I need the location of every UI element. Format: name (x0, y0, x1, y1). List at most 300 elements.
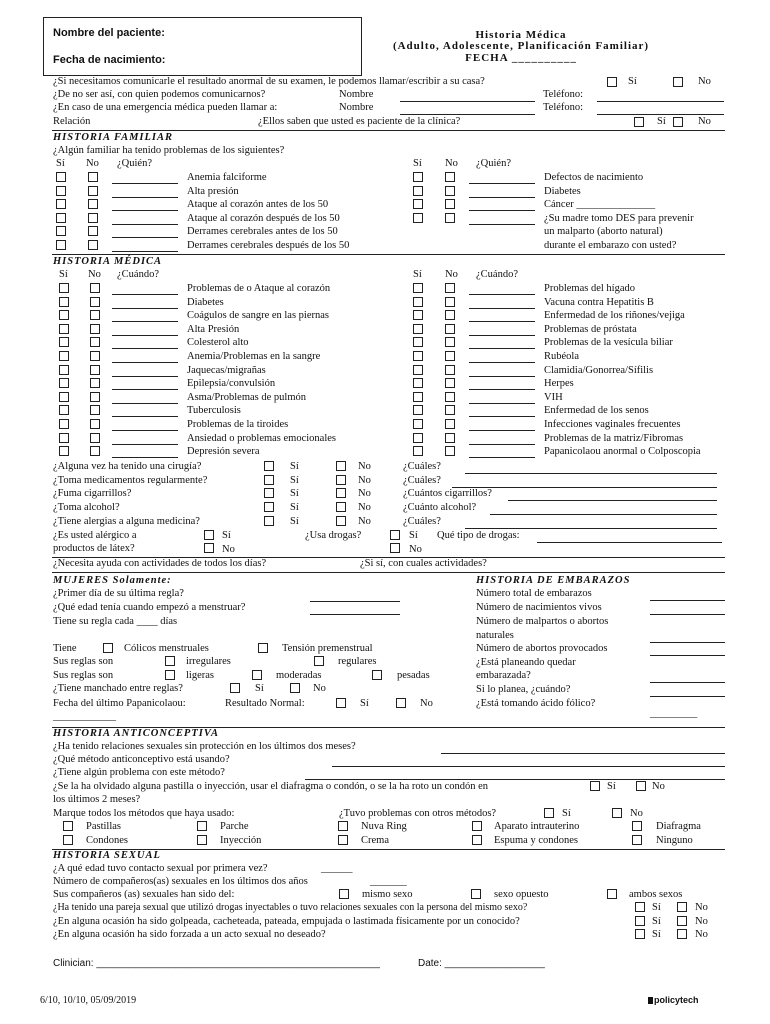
allergy-which-field[interactable] (465, 528, 717, 529)
family-no-checkbox[interactable] (88, 199, 98, 209)
medical-when-field[interactable] (112, 403, 178, 404)
help-question: ¿Necesita ayuda con actividades de todos los días? (53, 558, 267, 569)
family-who-field[interactable] (469, 224, 535, 225)
current-method-field[interactable] (332, 766, 725, 767)
yes-label: Sí (628, 76, 637, 87)
medical-when-field[interactable] (112, 362, 178, 363)
medical-condition-label: Problemas de la vesícula biliar (544, 337, 673, 349)
pap-date-blank[interactable]: ____________ (53, 711, 116, 722)
first-period-age-field[interactable] (310, 614, 400, 615)
pregnancy-question: Número total de embarazos (476, 588, 592, 599)
divider (52, 254, 725, 255)
medical-yes-checkbox[interactable] (59, 365, 69, 375)
light-checkbox[interactable] (165, 670, 175, 680)
medical-when-field[interactable] (469, 294, 535, 295)
alcohol-yes-checkbox[interactable] (264, 502, 274, 512)
medical-yes-checkbox[interactable] (413, 324, 423, 334)
medical-question-alcohol: ¿Toma alcohol? (53, 502, 120, 514)
relacion-label: Relación (53, 116, 91, 127)
medical-condition-label: Problemas de la tiroides (187, 419, 289, 430)
missed-method-no-checkbox[interactable] (636, 781, 646, 791)
how-many-cig-label: ¿Cuántos cigarrillos? (403, 488, 492, 499)
regular-checkbox[interactable] (314, 656, 324, 666)
medical-yes-checkbox[interactable] (413, 446, 423, 456)
medical-yes-checkbox[interactable] (59, 283, 69, 293)
medical-condition-label: Tuberculosis (187, 405, 241, 417)
family-who-field[interactable] (469, 210, 535, 211)
tiene-label: Tiene (53, 643, 77, 654)
family-no-checkbox[interactable] (88, 226, 98, 236)
medical-condition-label: Coágulos de sangre en las piernas (187, 310, 330, 322)
family-condition-label: un malparto (aborto natural) (544, 226, 663, 238)
medical-no-checkbox[interactable] (445, 365, 455, 375)
moderate-label: moderadas (276, 670, 322, 681)
alt-contact-name-field[interactable] (400, 101, 535, 102)
method-problem-question: ¿Tiene algún problema con este método? (53, 767, 225, 778)
medical-yes-checkbox[interactable] (59, 297, 69, 307)
medical-question-surgery: ¿Alguna vez ha tenido una cirugía? (53, 461, 202, 472)
which-label: ¿Cuáles? (403, 475, 441, 486)
yes-label: Sí (409, 530, 418, 541)
pregnancy-answer-field[interactable] (650, 696, 725, 697)
latex-no-checkbox[interactable] (204, 543, 214, 553)
family-history-title: HISTORIA FAMILIAR (53, 132, 174, 143)
no-label: No (222, 544, 235, 555)
method-checkbox[interactable] (338, 835, 348, 845)
who-header: ¿Quién? (476, 158, 511, 169)
medical-no-checkbox[interactable] (90, 365, 100, 375)
alcohol-amount-field[interactable] (490, 514, 717, 515)
forced-sex-question: ¿En alguna ocasión ha sido forzada a un acto sexual no deseado? (53, 929, 326, 940)
partners-count-blank[interactable]: _______ (370, 876, 407, 887)
pregnancy-history-title: HISTORIA DE EMBARAZOS (476, 575, 631, 586)
medical-condition-label: Herpes (544, 378, 574, 390)
meds-no-checkbox[interactable] (336, 475, 346, 485)
medical-condition-label: Diabetes (187, 296, 224, 308)
family-yes-checkbox[interactable] (56, 186, 66, 196)
spotting-no-checkbox[interactable] (290, 683, 300, 693)
no-label: No (358, 474, 371, 486)
pregnancy-question: ¿Está planeando quedar (476, 657, 576, 668)
other-method-no-checkbox[interactable] (612, 808, 622, 818)
yes-label: Sí (290, 461, 299, 472)
family-who-field[interactable] (112, 183, 178, 184)
medical-yes-checkbox[interactable] (59, 419, 69, 429)
medical-when-field[interactable] (112, 308, 178, 309)
family-condition-label: Alta presión (187, 185, 239, 197)
cramps-checkbox[interactable] (103, 643, 113, 653)
method-checkbox[interactable] (472, 821, 482, 831)
both-sexes-checkbox[interactable] (607, 889, 617, 899)
medical-no-checkbox[interactable] (445, 392, 455, 402)
other-method-problems-question: ¿Tuvo problemas con otros métodos? (339, 808, 497, 819)
pregnancy-question: Número de abortos provocados (476, 643, 608, 654)
medical-when-field[interactable] (112, 294, 178, 295)
medical-condition-label: Colesterol alto (187, 337, 249, 349)
medical-no-checkbox[interactable] (445, 446, 455, 456)
method-checkbox[interactable] (197, 821, 207, 831)
medical-no-checkbox[interactable] (445, 337, 455, 347)
pregnancy-question: naturales (476, 630, 514, 641)
medical-no-checkbox[interactable] (445, 405, 455, 415)
medical-no-checkbox[interactable] (90, 378, 100, 388)
cig-count-field[interactable] (508, 500, 717, 501)
family-history-question: ¿Algún familiar ha tenido problemas de los siguientes? (53, 145, 285, 156)
sexual-q6-no-checkbox[interactable] (677, 929, 687, 939)
medical-when-field[interactable] (469, 376, 535, 377)
family-yes-checkbox[interactable] (413, 199, 423, 209)
medical-yes-checkbox[interactable] (413, 419, 423, 429)
medical-condition-label: Alta Presión (187, 323, 240, 335)
family-who-field[interactable] (469, 183, 535, 184)
family-condition-label: Derrames cerebrales antes de los 50 (187, 226, 338, 238)
family-yes-checkbox[interactable] (56, 172, 66, 182)
medical-condition-label: Enfermedad de los riñones/vejiga (544, 310, 685, 322)
drugs-no-checkbox[interactable] (390, 543, 400, 553)
medical-yes-checkbox[interactable] (59, 310, 69, 320)
medical-when-field[interactable] (112, 376, 178, 377)
when-header: ¿Cuándo? (476, 269, 518, 280)
sexual-q4-no-checkbox[interactable] (677, 902, 687, 912)
method-checkbox[interactable] (197, 835, 207, 845)
yes-label: Sí (657, 116, 666, 127)
medical-yes-checkbox[interactable] (59, 337, 69, 347)
no-label: No (358, 461, 371, 472)
drugs-yes-checkbox[interactable] (390, 530, 400, 540)
first-sex-age-blank[interactable]: ______ (321, 863, 353, 874)
family-yes-checkbox[interactable] (56, 226, 66, 236)
alt-contact-phone-field[interactable] (597, 101, 724, 102)
meds-yes-checkbox[interactable] (264, 475, 274, 485)
folic-acid-blank[interactable]: _________ (650, 708, 698, 719)
patient-info-box (43, 17, 362, 76)
medical-yes-checkbox[interactable] (413, 365, 423, 375)
family-yes-checkbox[interactable] (56, 240, 66, 250)
medical-yes-checkbox[interactable] (413, 337, 423, 347)
medical-no-checkbox[interactable] (445, 324, 455, 334)
medical-yes-checkbox[interactable] (413, 392, 423, 402)
medical-no-checkbox[interactable] (90, 310, 100, 320)
method-problem-field[interactable] (305, 779, 725, 780)
medical-when-field[interactable] (112, 348, 178, 349)
family-no-checkbox[interactable] (445, 186, 455, 196)
method-checkbox[interactable] (338, 821, 348, 831)
medical-when-field[interactable] (469, 389, 535, 390)
family-who-field[interactable] (112, 210, 178, 211)
medical-condition-label: Jaquecas/migrañas (187, 364, 266, 376)
medical-when-field[interactable] (469, 335, 535, 336)
medical-yes-checkbox[interactable] (59, 378, 69, 388)
sexual-q4-yes-checkbox[interactable] (635, 902, 645, 912)
family-condition-label: Anemia falciforme (187, 172, 267, 183)
sexual-history-title: HISTORIA SEXUAL (53, 850, 161, 861)
no-label: No (358, 488, 371, 500)
medical-yes-checkbox[interactable] (59, 351, 69, 361)
contact-question-1: ¿Si necesitamos comunicarle el resultado anormal de su examen, le podemos llamar/escribir a su casa? (53, 76, 485, 87)
light-label: ligeras (186, 670, 214, 681)
medical-condition-label: Asma/Problemas de pulmón (187, 391, 306, 403)
method-checkbox[interactable] (472, 835, 482, 845)
medical-when-field[interactable] (112, 335, 178, 336)
smoke-yes-checkbox[interactable] (264, 488, 274, 498)
medical-yes-checkbox[interactable] (413, 283, 423, 293)
medical-when-field[interactable] (469, 348, 535, 349)
family-condition-label: Ataque al corazón después de los 50 (187, 212, 340, 224)
pap-normal-yes-checkbox[interactable] (336, 698, 346, 708)
medical-yes-checkbox[interactable] (59, 433, 69, 443)
no-header: No (86, 158, 99, 169)
contact-q1-yes-checkbox[interactable] (607, 77, 617, 87)
family-who-field[interactable] (112, 251, 178, 252)
contact-question-3: ¿En caso de una emergencia médica pueden llamar a: (53, 102, 278, 113)
pregnancy-question: Si lo planea, ¿cuándo? (476, 684, 571, 695)
method-label: Pastillas (86, 821, 122, 832)
method-label: Ninguno (656, 834, 693, 846)
family-who-field[interactable] (112, 224, 178, 225)
last-pap-label: Fecha del último Papanicolaou: (53, 698, 186, 709)
heavy-checkbox[interactable] (372, 670, 382, 680)
smoke-no-checkbox[interactable] (336, 488, 346, 498)
method-label: Crema (361, 834, 389, 846)
medical-no-checkbox[interactable] (90, 433, 100, 443)
family-no-checkbox[interactable] (88, 240, 98, 250)
family-who-field[interactable] (112, 197, 178, 198)
signature-date-field[interactable]: Date: __________________ (418, 958, 545, 969)
family-who-field[interactable] (469, 197, 535, 198)
contact-q4-yes-checkbox[interactable] (634, 117, 644, 127)
date-label: FECHA __________ (465, 52, 577, 64)
family-no-checkbox[interactable] (88, 213, 98, 223)
medical-no-checkbox[interactable] (445, 351, 455, 361)
emergency-phone-field[interactable] (597, 114, 724, 115)
surgery-which-field[interactable] (465, 473, 717, 474)
family-no-checkbox[interactable] (445, 213, 455, 223)
medical-no-checkbox[interactable] (90, 446, 100, 456)
missed-method-question-cont: los últimos 2 meses? (53, 794, 141, 805)
no-header: No (445, 158, 458, 169)
no-label: No (695, 916, 708, 927)
method-checkbox[interactable] (632, 821, 642, 831)
missed-method-question: ¿Se la ha olvidado alguna pastilla o inyección, usar el diafragma o condón, o se la ha roto un condón en (53, 781, 489, 792)
pms-checkbox[interactable] (258, 643, 268, 653)
yes-label: Sí (652, 916, 661, 927)
same-sex-checkbox[interactable] (339, 889, 349, 899)
family-who-field[interactable] (112, 237, 178, 238)
method-checkbox[interactable] (63, 835, 73, 845)
medical-condition-label: Infecciones vaginales frecuentes (544, 419, 681, 430)
medical-no-checkbox[interactable] (90, 392, 100, 402)
family-yes-checkbox[interactable] (56, 199, 66, 209)
medical-when-field[interactable] (112, 430, 178, 431)
medical-yes-checkbox[interactable] (413, 310, 423, 320)
medical-no-checkbox[interactable] (445, 310, 455, 320)
medical-question-meds: ¿Toma medicamentos regularmente? (53, 474, 208, 486)
medical-history-title: HISTORIA MÉDICA (53, 256, 163, 267)
medical-no-checkbox[interactable] (90, 283, 100, 293)
family-no-checkbox[interactable] (445, 199, 455, 209)
both-sexes-label: ambos sexos (629, 889, 683, 900)
medical-no-checkbox[interactable] (90, 419, 100, 429)
pregnancy-answer-field[interactable] (650, 614, 725, 615)
family-no-checkbox[interactable] (88, 172, 98, 182)
medical-no-checkbox[interactable] (90, 324, 100, 334)
allergy-no-checkbox[interactable] (336, 516, 346, 526)
regular-label: regulares (338, 656, 377, 667)
telefono-label: Teléfono: (543, 89, 584, 100)
allergy-yes-checkbox[interactable] (264, 516, 274, 526)
pregnancy-answer-field[interactable] (650, 600, 725, 601)
medical-no-checkbox[interactable] (445, 283, 455, 293)
medical-when-field[interactable] (469, 308, 535, 309)
clinician-signature-field[interactable]: Clinician: ___________________________________________________ (53, 958, 380, 969)
no-header: No (445, 269, 458, 280)
latex-question-line2: productos de látex? (53, 543, 135, 554)
medical-yes-checkbox[interactable] (413, 297, 423, 307)
medical-no-checkbox[interactable] (90, 297, 100, 307)
medical-when-field[interactable] (112, 416, 178, 417)
yes-label: Sí (255, 683, 264, 694)
yes-header: Sí (413, 269, 422, 280)
moderate-checkbox[interactable] (252, 670, 262, 680)
no-label: No (630, 808, 643, 819)
medical-question-allergy: ¿Tiene alergias a alguna medicina? (53, 515, 200, 527)
method-label: Condones (86, 834, 128, 846)
no-label: No (358, 515, 371, 527)
medical-yes-checkbox[interactable] (413, 405, 423, 415)
help-activities-question: ¿Si sí, con cuales actividades? (360, 558, 487, 569)
method-checkbox[interactable] (63, 821, 73, 831)
medical-when-field[interactable] (469, 444, 535, 445)
medical-no-checkbox[interactable] (90, 337, 100, 347)
medical-when-field[interactable] (469, 321, 535, 322)
family-condition-label: Derrames cerebrales después de los 50 (187, 240, 350, 251)
version-info: 6/10, 10/10, 05/09/2019 (40, 995, 137, 1006)
latex-yes-checkbox[interactable] (204, 530, 214, 540)
medical-when-field[interactable] (112, 444, 178, 445)
surgery-no-checkbox[interactable] (336, 461, 346, 471)
sexual-q5-no-checkbox[interactable] (677, 916, 687, 926)
yes-header: Sí (413, 158, 422, 169)
medical-when-field[interactable] (112, 457, 178, 458)
medical-when-field[interactable] (469, 362, 535, 363)
medical-yes-checkbox[interactable] (59, 446, 69, 456)
form-subtitle: (Adulto, Adolescente, Planificación Familiar) (392, 40, 650, 52)
last-period-question: ¿Primer día de su última regla? (53, 588, 184, 599)
abuse-question: ¿En alguna ocasión ha sido golpeada, cacheteada, pateada, empujada o lastimada físicamente por un conocido? (53, 916, 520, 927)
pregnancy-answer-field[interactable] (650, 655, 725, 656)
medical-when-field[interactable] (469, 416, 535, 417)
family-no-checkbox[interactable] (445, 172, 455, 182)
medical-no-checkbox[interactable] (445, 419, 455, 429)
sexual-q5-yes-checkbox[interactable] (635, 916, 645, 926)
medical-no-checkbox[interactable] (90, 351, 100, 361)
method-label: Diafragma (656, 821, 701, 832)
no-label: No (313, 683, 326, 694)
policytech-brand-text: policytech (654, 995, 699, 1005)
sexual-q6-yes-checkbox[interactable] (635, 929, 645, 939)
medical-when-field[interactable] (469, 430, 535, 431)
unprotected-sex-field[interactable] (441, 753, 725, 754)
surgery-yes-checkbox[interactable] (264, 461, 274, 471)
medical-condition-label: Problemas de o Ataque al corazón (187, 283, 331, 294)
contact-question-4: ¿Ellos saben que usted es paciente de la clínica? (258, 116, 461, 127)
medical-when-field[interactable] (469, 457, 535, 458)
method-label: Espuma y condones (494, 834, 578, 846)
family-yes-checkbox[interactable] (56, 213, 66, 223)
alcohol-no-checkbox[interactable] (336, 502, 346, 512)
method-label: Parche (220, 821, 249, 832)
drug-type-field[interactable] (537, 542, 722, 543)
medical-yes-checkbox[interactable] (413, 433, 423, 443)
other-method-yes-checkbox[interactable] (544, 808, 554, 818)
family-no-checkbox[interactable] (88, 186, 98, 196)
first-sex-age-question: ¿A qué edad tuvo contacto sexual por primera vez? (53, 863, 268, 874)
pregnancy-answer-field[interactable] (650, 642, 725, 643)
medical-no-checkbox[interactable] (445, 433, 455, 443)
nombre-label: Nombre (339, 89, 374, 100)
yes-label: Sí (607, 781, 616, 792)
opposite-sex-checkbox[interactable] (471, 889, 481, 899)
contact-q1-no-checkbox[interactable] (673, 77, 683, 87)
policytech-mark-icon (648, 997, 653, 1004)
dob-label: Fecha de nacimiento: (53, 54, 166, 66)
emergency-name-field[interactable] (400, 114, 535, 115)
irregular-checkbox[interactable] (165, 656, 175, 666)
medical-yes-checkbox[interactable] (413, 351, 423, 361)
medical-condition-label: VIH (544, 391, 563, 403)
missed-method-yes-checkbox[interactable] (590, 781, 600, 791)
spotting-yes-checkbox[interactable] (230, 683, 240, 693)
yes-label: Sí (290, 488, 299, 500)
contact-q4-no-checkbox[interactable] (673, 117, 683, 127)
pregnancy-answer-field[interactable] (650, 682, 725, 683)
pap-normal-no-checkbox[interactable] (396, 698, 406, 708)
medical-yes-checkbox[interactable] (59, 392, 69, 402)
medical-no-checkbox[interactable] (90, 405, 100, 415)
unprotected-sex-question: ¿Ha tenido relaciones sexuales sin protección en los últimos dos meses? (53, 741, 356, 752)
drugs-question: ¿Usa drogas? (305, 530, 362, 541)
medical-yes-checkbox[interactable] (59, 405, 69, 415)
family-condition-label: Diabetes (544, 185, 581, 197)
family-yes-checkbox[interactable] (413, 213, 423, 223)
family-yes-checkbox[interactable] (413, 172, 423, 182)
iv-drug-partner-question: ¿Ha tenido una pareja sexual que utilizó drogas inyectables o tuvo relaciones sexuales con la persona del mismo sexo? (53, 902, 528, 913)
pregnancy-question: embarazada? (476, 670, 531, 681)
medical-yes-checkbox[interactable] (413, 378, 423, 388)
last-period-field[interactable] (310, 601, 400, 602)
medical-no-checkbox[interactable] (445, 297, 455, 307)
medical-condition-label: Epilepsia/convulsión (187, 378, 276, 390)
when-header: ¿Cuándo? (117, 269, 159, 280)
yes-header: Sí (56, 158, 65, 169)
medical-no-checkbox[interactable] (445, 378, 455, 388)
medical-when-field[interactable] (469, 403, 535, 404)
medical-condition-label: Problemas de la matriz/Fibromas (544, 432, 684, 444)
which-label: ¿Cuáles? (403, 516, 441, 527)
divider (52, 572, 725, 573)
medical-when-field[interactable] (112, 321, 178, 322)
contact-question-2: ¿De no ser así, con quien podemos comunicarnos? (53, 89, 266, 100)
medical-condition-label: Problemas del hígado (544, 283, 635, 294)
medical-yes-checkbox[interactable] (59, 324, 69, 334)
heavy-label: pesadas (397, 670, 430, 681)
method-checkbox[interactable] (632, 835, 642, 845)
family-yes-checkbox[interactable] (413, 186, 423, 196)
normal-result-label: Resultado Normal: (225, 698, 305, 709)
no-label: No (698, 116, 711, 127)
women-only-title: MUJERES Solamente: (53, 575, 172, 586)
medical-when-field[interactable] (112, 389, 178, 390)
